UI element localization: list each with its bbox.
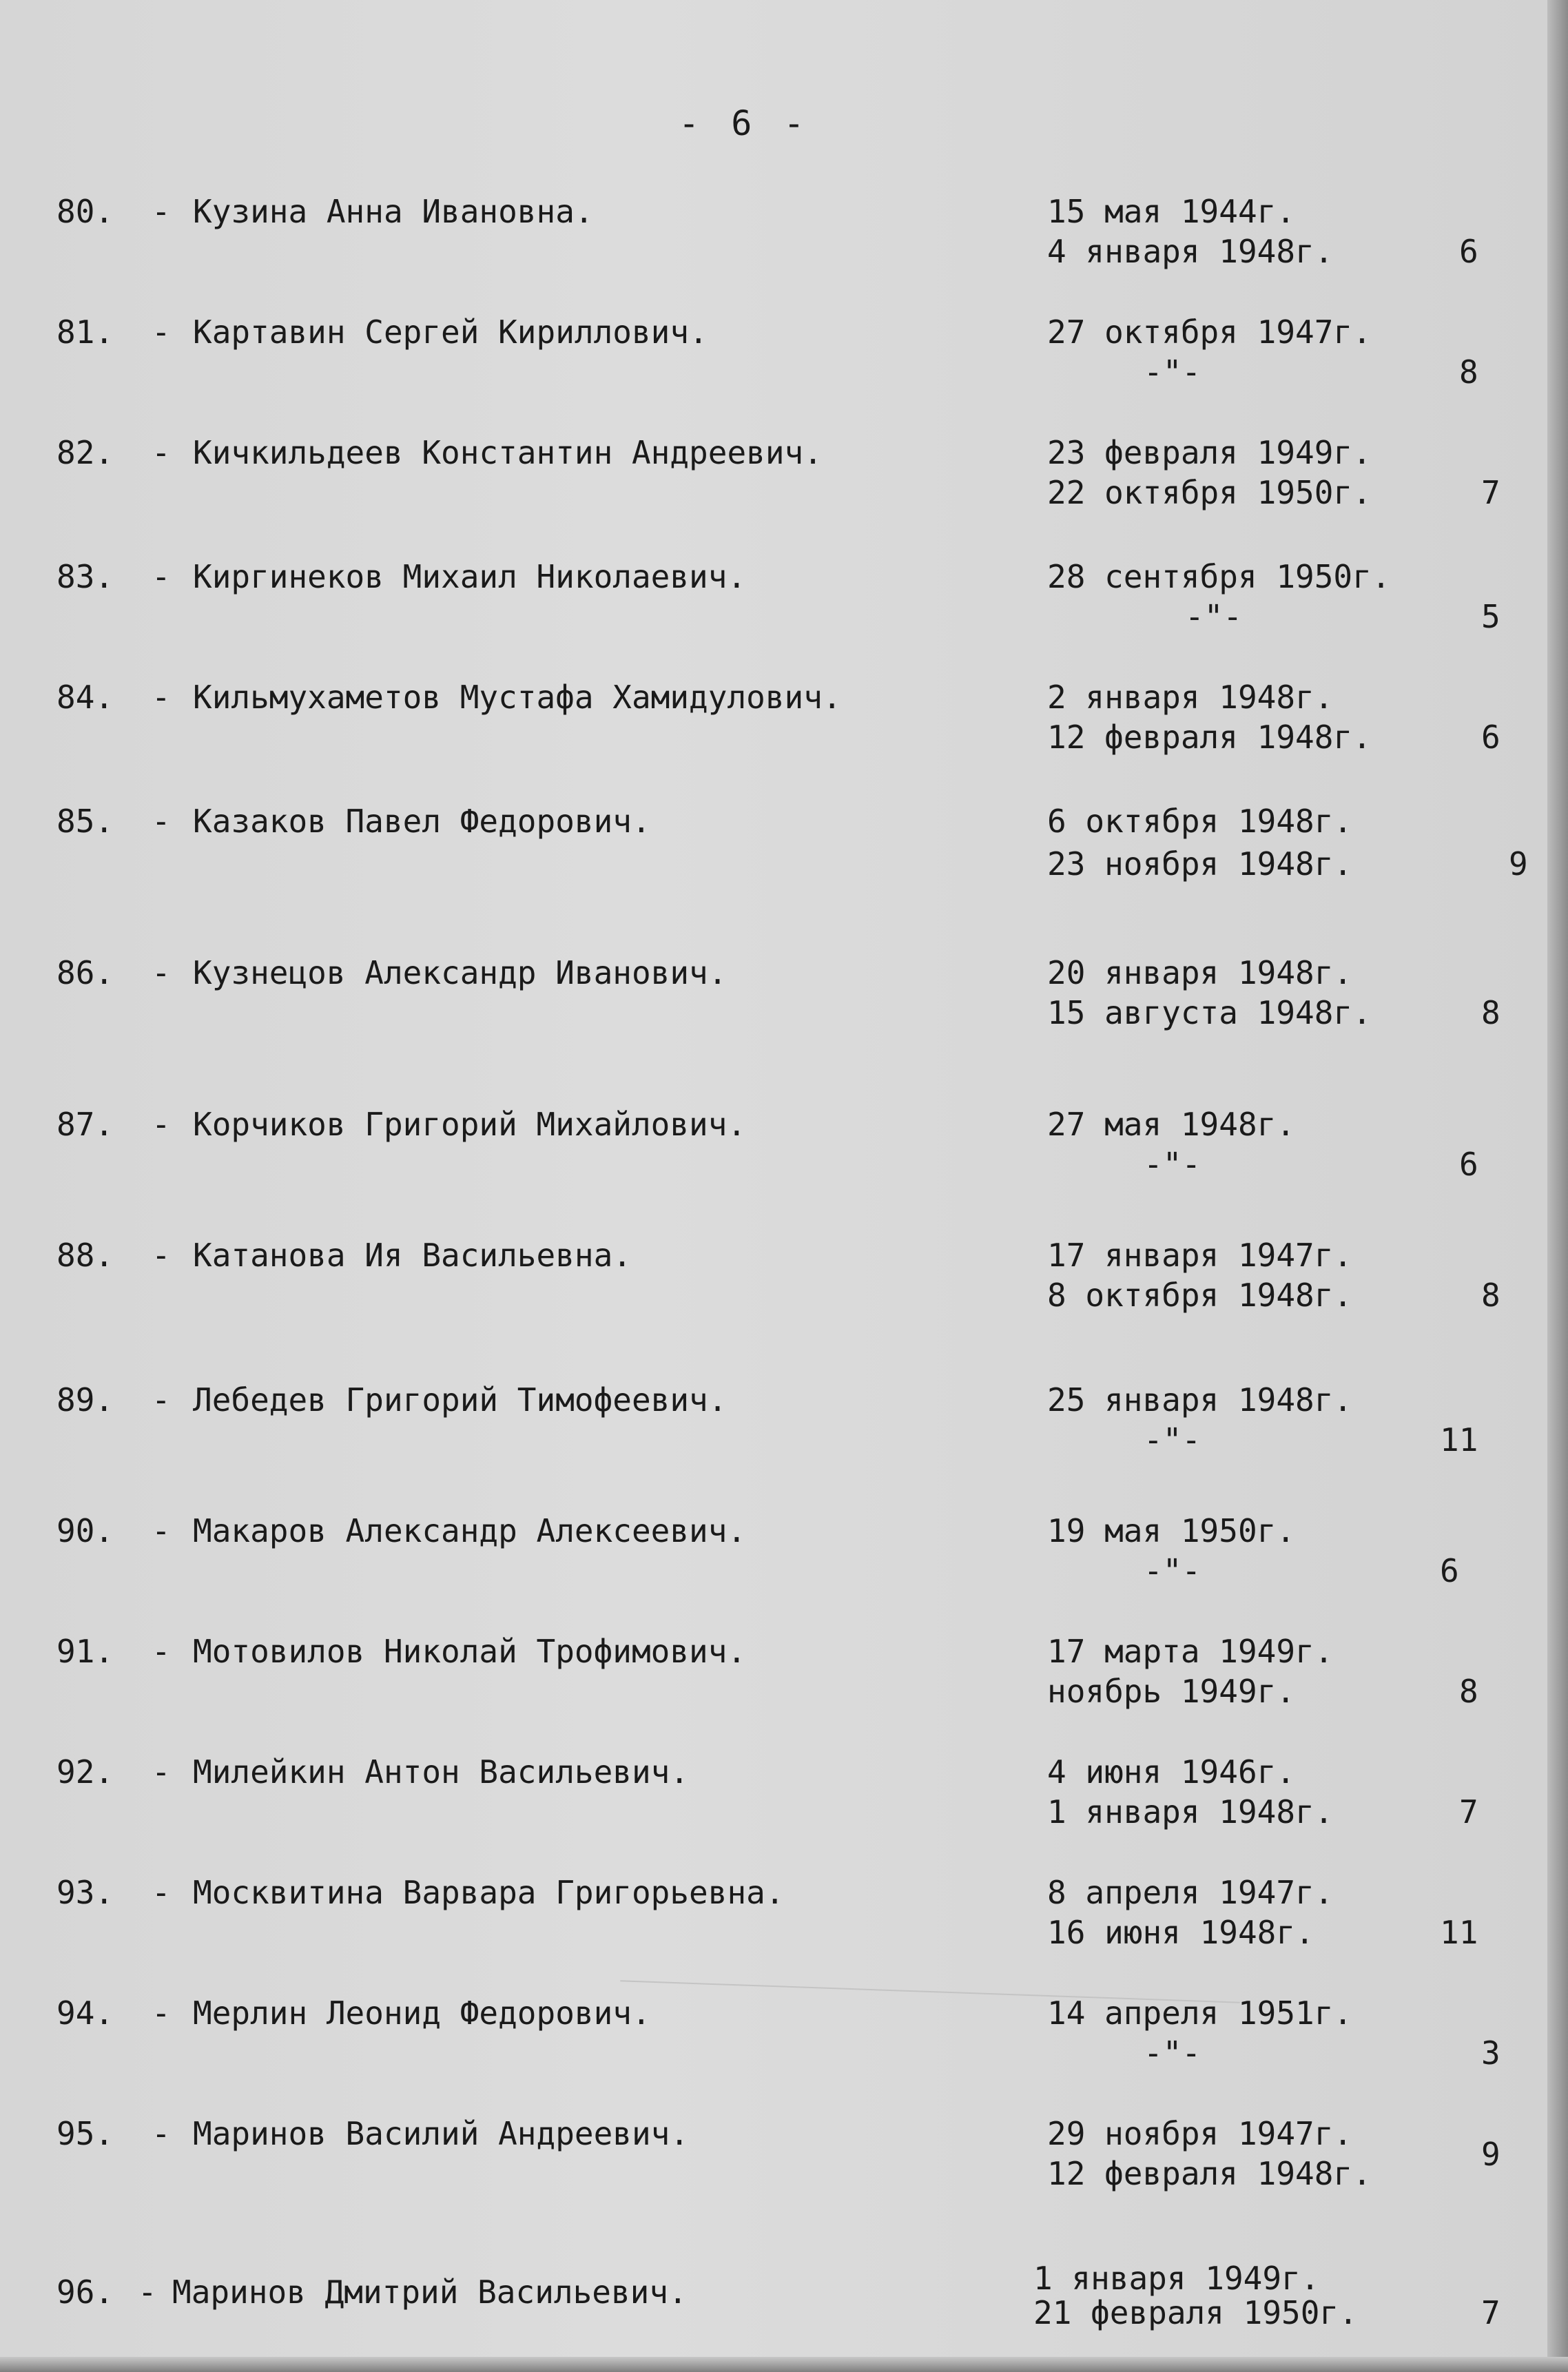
entry-sheet-count: 6 [1481,719,1500,756]
list-item [0,313,1568,437]
entry-sheet-count: 9 [1481,2136,1500,2173]
entry-sheet-count: 6 [1440,1552,1459,1589]
entry-sheet-count: 6 [1459,233,1478,270]
entry-end-date: 22 октября 1950г. [1047,474,1372,511]
list-item [0,1874,1568,1998]
entry-start-date: 20 января 1948г. [1047,954,1353,991]
list-item [0,1237,1568,1361]
entry-dash: - [152,1874,171,1911]
entry-sheet-count: 8 [1459,1673,1478,1710]
entry-number: 80. [56,193,114,230]
entry-start-date: 28 сентября 1950г. [1047,558,1391,595]
entry-sheet-count: 3 [1481,2034,1500,2072]
entry-start-date: 2 января 1948г. [1047,679,1334,716]
list-item [0,1633,1568,1757]
entry-start-date: 19 мая 1950г. [1047,1512,1296,1549]
entry-dash: - [152,1633,171,1670]
entry-end-date: 12 февраля 1948г. [1047,719,1372,756]
entry-number: 93. [56,1874,114,1911]
entry-end-date: 23 ноября 1948г. [1047,845,1353,883]
list-item [0,803,1568,927]
list-item [0,1994,1568,2118]
entry-number: 81. [56,313,114,351]
entry-number: 84. [56,679,114,716]
entry-dash: - [152,1381,171,1419]
entry-dash: - [152,1237,171,1274]
entry-number: 88. [56,1237,114,1274]
entry-dash: - [152,558,171,595]
entry-number: 82. [56,434,114,471]
list-item [0,558,1568,682]
entry-dash: - [152,193,171,230]
entry-name: Казаков Павел Федорович. [193,803,651,840]
entry-sheet-count: 8 [1459,353,1478,391]
entry-name: Кичкильдеев Константин Андреевич. [193,434,823,471]
entry-number: 96. [56,2273,114,2311]
entry-start-date: 23 февраля 1949г. [1047,434,1372,471]
entry-dash: - [138,2273,157,2311]
entry-name: Корчиков Григорий Михайлович. [193,1106,747,1143]
entry-sheet-count: 5 [1481,598,1500,635]
entry-number: 95. [56,2115,114,2152]
list-item [0,1753,1568,1877]
entry-sheet-count: 11 [1440,1914,1478,1951]
entry-end-date: 12 февраля 1948г. [1047,2155,1372,2192]
entry-ditto-mark: -"- [1144,2034,1201,2072]
entry-name: Катанова Ия Васильевна. [193,1237,632,1274]
list-item [0,679,1568,803]
entry-sheet-count: 8 [1481,1277,1500,1314]
entry-sheet-count: 6 [1459,1146,1478,1183]
entry-name: Маринов Василий Андреевич. [193,2115,690,2152]
entry-name: Киргинеков Михаил Николаевич. [193,558,747,595]
entry-dash: - [152,954,171,991]
entry-start-date: 1 января 1949г. [1033,2260,1320,2297]
entry-name: Картавин Сергей Кириллович. [193,313,708,351]
entry-sheet-count: 8 [1481,994,1500,1031]
entry-dash: - [152,1106,171,1143]
entry-sheet-count: 7 [1481,2294,1500,2331]
list-item [0,954,1568,1078]
entry-ditto-mark: -"- [1144,1146,1201,1183]
entry-end-date: 1 января 1948г. [1047,1793,1334,1830]
entry-number: 94. [56,1994,114,2032]
entry-number: 86. [56,954,114,991]
entry-number: 90. [56,1512,114,1549]
list-item [0,1381,1568,1505]
entry-start-date: 25 января 1948г. [1047,1381,1353,1419]
entry-number: 89. [56,1381,114,1419]
entry-ditto-mark: -"- [1144,353,1201,391]
entry-start-date: 15 мая 1944г. [1047,193,1296,230]
entry-ditto-mark: -"- [1144,1552,1201,1589]
entry-start-date: 8 апреля 1947г. [1047,1874,1334,1911]
entry-number: 92. [56,1753,114,1791]
entry-sheet-count: 7 [1459,1793,1478,1830]
entry-dash: - [152,434,171,471]
entry-dash: - [152,679,171,716]
entry-start-date: 29 ноября 1947г. [1047,2115,1353,2152]
entry-ditto-mark: -"- [1185,598,1243,635]
entry-dash: - [152,1994,171,2032]
entry-start-date: 6 октября 1948г. [1047,803,1353,840]
entry-end-date: ноябрь 1949г. [1047,1673,1296,1710]
entry-start-date: 27 октября 1947г. [1047,313,1372,351]
entry-name: Кузина Анна Ивановна. [193,193,594,230]
list-item [0,2260,1568,2370]
entry-dash: - [152,2115,171,2152]
entry-number: 85. [56,803,114,840]
entry-name: Лебедев Григорий Тимофеевич. [193,1381,728,1419]
entry-end-date: 8 октября 1948г. [1047,1277,1353,1314]
entry-number: 91. [56,1633,114,1670]
entry-end-date: 4 января 1948г. [1047,233,1334,270]
entry-name: Мерлин Леонид Федорович. [193,1994,651,2032]
entry-start-date: 14 апреля 1951г. [1047,1994,1353,2032]
page-number: - 6 - [679,103,810,143]
entry-dash: - [152,1753,171,1791]
list-item [0,1106,1568,1230]
entry-end-date: 16 июня 1948г. [1047,1914,1314,1951]
entry-start-date: 4 июня 1946г. [1047,1753,1296,1791]
entry-name: Москвитина Варвара Григорьевна. [193,1874,785,1911]
list-item [0,1512,1568,1636]
entry-dash: - [152,313,171,351]
list-item [0,434,1568,558]
entry-sheet-count: 7 [1481,474,1500,511]
entry-name: Мотовилов Николай Трофимович. [193,1633,747,1670]
entry-name: Кильмухаметов Мустафа Хамидулович. [193,679,842,716]
list-item [0,2115,1568,2239]
entry-name: Милейкин Антон Васильевич. [193,1753,690,1791]
entry-end-date: 21 февраля 1950г. [1033,2294,1358,2331]
entry-number: 83. [56,558,114,595]
entry-number: 87. [56,1106,114,1143]
entry-start-date: 17 марта 1949г. [1047,1633,1334,1670]
entry-dash: - [152,803,171,840]
entry-start-date: 17 января 1947г. [1047,1237,1353,1274]
entry-dash: - [152,1512,171,1549]
list-item [0,193,1568,317]
entry-name: Кузнецов Александр Иванович. [193,954,728,991]
entry-name: Макаров Александр Алексеевич. [193,1512,747,1549]
entry-ditto-mark: -"- [1144,1421,1201,1458]
entry-sheet-count: 11 [1440,1421,1478,1458]
entry-end-date: 15 августа 1948г. [1047,994,1372,1031]
entry-name: Маринов Дмитрий Васильевич. [172,2273,688,2311]
entry-sheet-count: 9 [1509,845,1528,883]
entry-start-date: 27 мая 1948г. [1047,1106,1296,1143]
